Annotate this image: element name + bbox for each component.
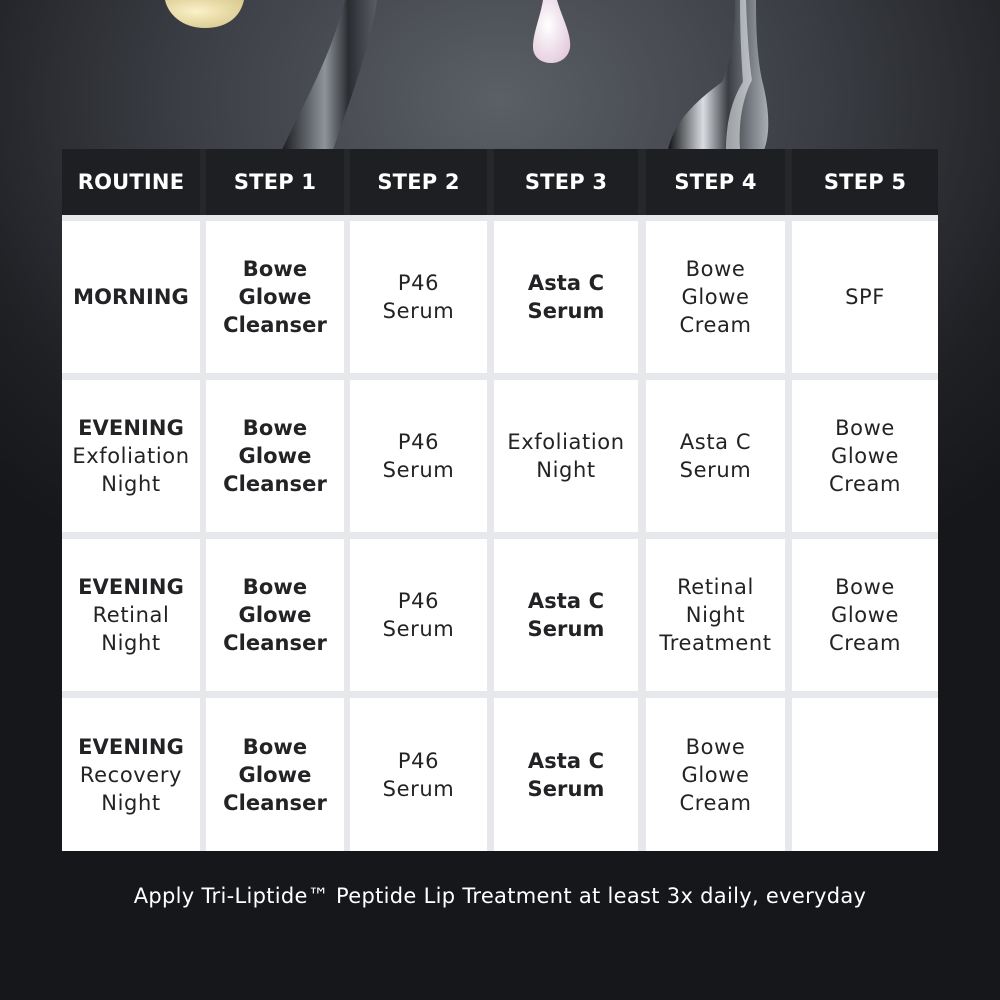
- step-text: Exfoliation Night: [507, 430, 625, 482]
- step-text: Bowe Glowe Cream: [828, 416, 902, 496]
- step-cell: [350, 221, 487, 373]
- header-step-5: STEP 5: [792, 149, 938, 215]
- table-header: [62, 149, 938, 215]
- step-cell: [206, 698, 344, 851]
- routine-subtitle: Exfoliation Night: [72, 444, 190, 496]
- step-text: Bowe Glowe Cleanser: [223, 416, 327, 496]
- step-text: Bowe Glowe Cleanser: [223, 575, 327, 655]
- cream-dollop-icon: [165, 0, 244, 28]
- step-cell: [494, 539, 638, 691]
- step-text: SPF: [845, 285, 885, 309]
- header-step-3: STEP 3: [494, 149, 638, 215]
- step-cell: [206, 380, 344, 532]
- step-text: Asta C Serum: [527, 271, 605, 323]
- step-cell: [350, 539, 487, 691]
- step-cell: [792, 221, 938, 373]
- step-cell: [350, 380, 487, 532]
- step-text: P46 Serum: [382, 748, 455, 801]
- spoon-icon: [668, 0, 768, 150]
- background-artwork: [0, 0, 1000, 160]
- droplet-icon: [533, 0, 570, 63]
- step-text: Bowe Glowe Cream: [828, 575, 902, 655]
- step-cell: [206, 539, 344, 691]
- routine-subtitle: Retinal Night: [92, 603, 170, 655]
- step-cell: [646, 698, 785, 851]
- routine-title: EVENING: [78, 575, 184, 599]
- step-text: Retinal Night Treatment: [659, 575, 772, 655]
- step-text: Asta C Serum: [527, 748, 605, 801]
- table-row-morning: [62, 221, 200, 373]
- step-cell: [646, 221, 785, 373]
- table-row-evening-exfoliation: [62, 380, 200, 532]
- step-text: Asta C Serum: [679, 430, 752, 482]
- step-cell: [646, 539, 785, 691]
- step-cell: [792, 380, 938, 532]
- step-cell: [494, 380, 638, 532]
- step-text: Bowe Glowe Cream: [679, 734, 752, 815]
- step-cell: [792, 539, 938, 691]
- routine-title: EVENING: [78, 416, 184, 440]
- step-cell-empty: [792, 698, 938, 851]
- header-step-1: STEP 1: [206, 149, 344, 215]
- routine-subtitle: Recovery Night: [79, 762, 183, 815]
- step-cell: [206, 221, 344, 373]
- step-text: Asta C Serum: [527, 589, 605, 641]
- routine-title: MORNING: [73, 285, 189, 309]
- step-text: Bowe Glowe Cleanser: [223, 257, 327, 337]
- step-text: Bowe Glowe Cleanser: [223, 734, 327, 815]
- header-step-2: STEP 2: [350, 149, 487, 215]
- routine-title: EVENING: [78, 734, 184, 759]
- table-row-evening-retinal: [62, 539, 200, 691]
- step-cell: [494, 698, 638, 851]
- table-row-evening-recovery: [62, 698, 200, 851]
- step-text: Bowe Glowe Cream: [679, 257, 752, 337]
- footer-note: Apply Tri-Liptide™ Peptide Lip Treatment at least 3x daily, everyday: [133, 884, 867, 908]
- header-routine: ROUTINE: [62, 149, 200, 215]
- spatula-icon: [282, 0, 377, 150]
- routine-table: [62, 149, 938, 851]
- step-text: P46 Serum: [382, 589, 455, 641]
- step-text: P46 Serum: [382, 430, 455, 482]
- step-cell: [646, 380, 785, 532]
- header-step-4: STEP 4: [646, 149, 785, 215]
- step-cell: [494, 221, 638, 373]
- step-cell: [350, 698, 487, 851]
- step-text: P46 Serum: [382, 271, 455, 323]
